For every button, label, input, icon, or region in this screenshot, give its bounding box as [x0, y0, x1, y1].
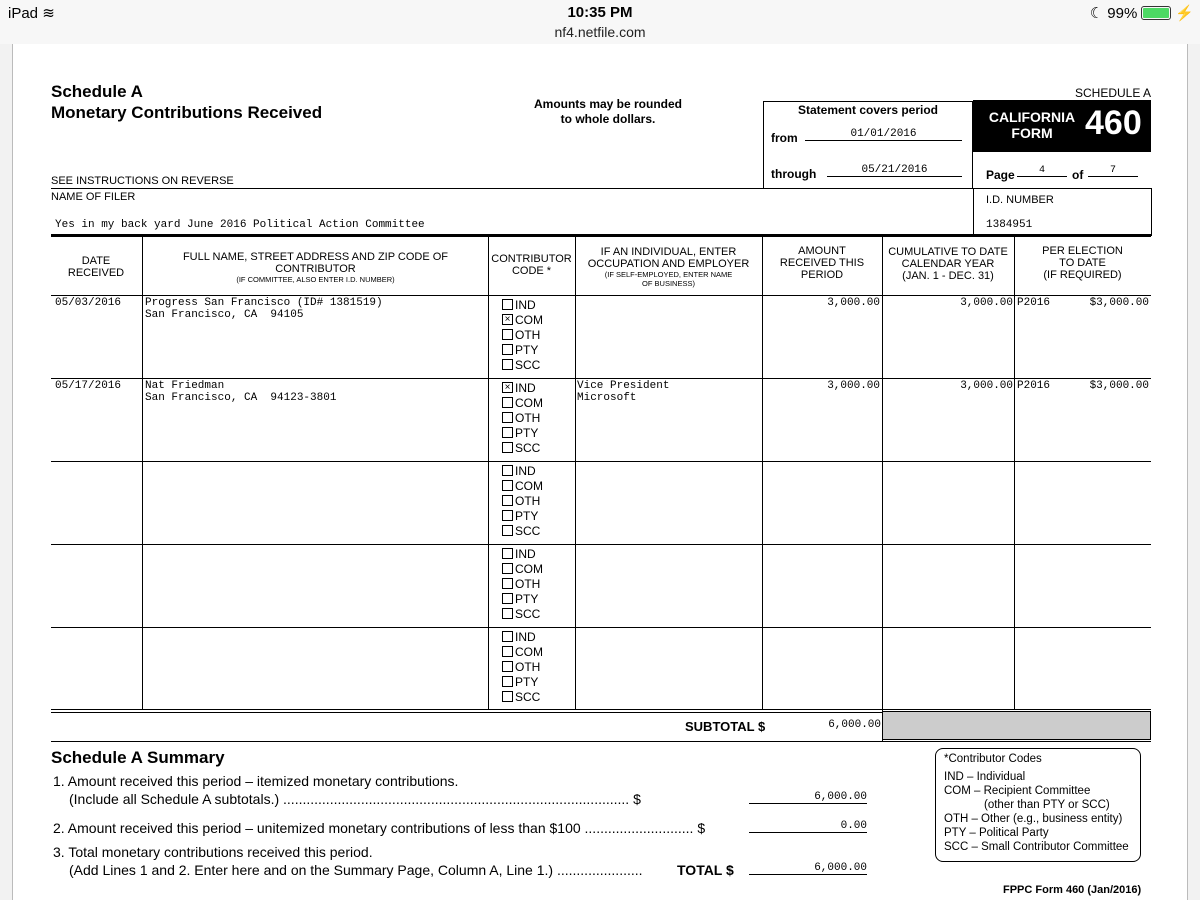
table-row	[51, 544, 1151, 627]
row-occupation[interactable]: Vice President	[577, 380, 670, 392]
codes-title: *Contributor Codes	[944, 753, 1042, 765]
col-cumulative: CUMULATIVE TO DATE CALENDAR YEAR (JAN. 1 - DEC. 31)	[888, 246, 1008, 282]
subtotal-value[interactable]: 6,000.00	[828, 719, 881, 731]
code-option-pty	[502, 342, 572, 357]
code-option-ind	[502, 546, 572, 561]
code-option-com	[502, 644, 572, 659]
code-option-oth	[502, 576, 572, 591]
summary-title: Schedule A Summary	[51, 748, 225, 767]
code-option-oth	[502, 327, 572, 342]
checkbox-com[interactable]	[502, 397, 513, 408]
code-oth: OTH – Other (e.g., business entity)	[944, 813, 1123, 825]
code-label: IND	[515, 546, 536, 561]
charging-icon: ⚡	[1175, 5, 1194, 22]
row-per-election[interactable]: $3,000.00	[1089, 297, 1149, 309]
code-label: OTH	[515, 410, 541, 425]
form-number: 460	[1085, 104, 1142, 142]
col-date-received: DATE RECEIVED	[67, 255, 125, 279]
row-cumulative[interactable]: 3,000.00	[960, 297, 1013, 309]
row-per-election[interactable]: $3,000.00	[1089, 380, 1149, 392]
row-contributor-address[interactable]: San Francisco, CA 94105	[145, 309, 304, 321]
checkbox-pty[interactable]	[502, 510, 513, 521]
checkbox-com[interactable]	[502, 480, 513, 491]
code-label: PTY	[515, 342, 539, 357]
row-contributor-name[interactable]: Nat Friedman	[145, 380, 225, 392]
checkbox-ind[interactable]	[502, 631, 513, 642]
code-label: COM	[515, 478, 543, 493]
code-label: IND	[515, 629, 536, 644]
code-option-com	[502, 561, 572, 576]
checkbox-ind[interactable]: ×	[502, 382, 513, 393]
checkbox-pty[interactable]	[502, 427, 513, 438]
code-label: IND	[515, 297, 536, 312]
code-option-oth	[502, 659, 572, 674]
col-contributor-code: CONTRIBUTOR CODE *	[491, 253, 572, 277]
battery-icon	[1141, 6, 1171, 20]
code-label: OTH	[515, 327, 541, 342]
schedule-a-label: SCHEDULE A	[1075, 86, 1152, 100]
code-option-com	[502, 395, 572, 410]
contributor-code-checkboxes	[502, 629, 572, 704]
contributor-codes-box	[935, 748, 1141, 862]
checkbox-oth[interactable]	[502, 661, 513, 672]
code-label: PTY	[515, 674, 539, 689]
from-date[interactable]: 01/01/2016	[805, 128, 962, 141]
checkbox-oth[interactable]	[502, 578, 513, 589]
code-com-note: (other than PTY or SCC)	[984, 799, 1110, 811]
code-option-scc	[502, 440, 572, 455]
rounding-note: Amounts may be rounded to whole dollars.	[533, 97, 682, 126]
code-label: PTY	[515, 508, 539, 523]
total-label: TOTAL $	[677, 862, 734, 878]
status-bar	[0, 0, 1200, 44]
checkbox-scc[interactable]	[502, 525, 513, 536]
checkbox-oth[interactable]	[502, 495, 513, 506]
row-amount[interactable]: 3,000.00	[827, 297, 880, 309]
row-date[interactable]: 05/03/2016	[55, 297, 122, 309]
checkbox-pty[interactable]	[502, 676, 513, 687]
row-contributor-address[interactable]: San Francisco, CA 94123-3801	[145, 392, 337, 404]
code-com: COM – Recipient Committee	[944, 785, 1091, 797]
checkbox-ind[interactable]	[502, 299, 513, 310]
code-option-scc	[502, 523, 572, 538]
clock: 10:35 PM	[567, 4, 633, 21]
summary-line1-note: (Include all Schedule A subtotals.) ......................................................................................... $	[69, 791, 641, 807]
summary-line2-value[interactable]: 0.00	[749, 820, 867, 833]
code-option-ind	[502, 297, 572, 312]
row-contributor-name[interactable]: Progress San Francisco (ID# 1381519)	[145, 297, 383, 309]
page-total: 7	[1088, 165, 1138, 177]
battery-status	[1090, 4, 1194, 22]
id-number[interactable]: 1384951	[986, 219, 1033, 231]
code-label: SCC	[515, 689, 541, 704]
code-option-pty	[502, 674, 572, 689]
schedule-subtitle: Monetary Contributions Received	[51, 103, 323, 122]
code-option-oth	[502, 410, 572, 425]
code-label: IND	[515, 380, 536, 395]
col-amount: AMOUNT RECEIVED THIS PERIOD	[779, 245, 865, 281]
filer-name[interactable]: Yes in my back yard June 2016 Political Action Committee	[55, 219, 425, 231]
wifi-icon: ≋	[42, 5, 55, 22]
carrier-label: iPad ≋	[8, 5, 55, 22]
row-employer[interactable]: Microsoft	[577, 392, 637, 404]
name-of-filer-label: NAME OF FILER	[51, 191, 136, 203]
summary-line3: 3. Total monetary contributions received this period.	[53, 844, 373, 860]
page-label: Page	[986, 168, 1015, 182]
code-label: COM	[515, 561, 543, 576]
code-label: PTY	[515, 425, 539, 440]
code-label: OTH	[515, 659, 541, 674]
checkbox-pty[interactable]	[502, 344, 513, 355]
page-number: 4	[1017, 165, 1067, 177]
summary-line3-note: (Add Lines 1 and 2. Enter here and on the Summary Page, Column A, Line 1.) ......................	[69, 862, 643, 878]
code-label: COM	[515, 312, 543, 327]
form-footer: FPPC Form 460 (Jan/2016)	[1003, 884, 1142, 896]
checkbox-oth[interactable]	[502, 329, 513, 340]
code-option-pty	[502, 591, 572, 606]
contributor-code-checkboxes	[502, 297, 572, 372]
checkbox-oth[interactable]	[502, 412, 513, 423]
summary-total-value[interactable]: 6,000.00	[749, 862, 867, 875]
california-form-badge: CALIFORNIA FORM 460	[973, 100, 1151, 152]
checkbox-pty[interactable]	[502, 593, 513, 604]
code-label: IND	[515, 463, 536, 478]
code-option-com	[502, 312, 572, 327]
summary-line1-value[interactable]: 6,000.00	[749, 791, 867, 804]
contributor-code-checkboxes	[502, 380, 572, 455]
checkbox-com[interactable]	[502, 646, 513, 657]
code-label: OTH	[515, 576, 541, 591]
col-contributor-name: FULL NAME, STREET ADDRESS AND ZIP CODE OF CONTRIBUTOR (IF COMMITTEE, ALSO ENTER I.D. NUMBER)	[182, 251, 449, 284]
row-election[interactable]: P2016	[1017, 380, 1051, 392]
row-election[interactable]: P2016	[1017, 297, 1051, 309]
code-option-pty	[502, 425, 572, 440]
summary-line1: 1. Amount received this period – itemized monetary contributions.	[53, 773, 459, 789]
through-label: through	[771, 167, 817, 181]
from-label: from	[771, 131, 798, 145]
code-label: COM	[515, 644, 543, 659]
table-row	[51, 627, 1151, 710]
code-option-scc	[502, 606, 572, 621]
subtotal-label: SUBTOTAL $	[685, 719, 766, 734]
id-number-label: I.D. NUMBER	[986, 194, 1054, 206]
checkbox-scc[interactable]	[502, 442, 513, 453]
code-label: COM	[515, 395, 543, 410]
code-label: SCC	[515, 523, 541, 538]
summary-line2: 2. Amount received this period – unitemized monetary contributions of less than $100 ............................ $	[53, 820, 706, 836]
checkbox-com[interactable]: ×	[502, 314, 513, 325]
code-option-com	[502, 478, 572, 493]
code-option-ind	[502, 380, 572, 395]
col-occupation: IF AN INDIVIDUAL, ENTER OCCUPATION AND EMPLOYER (IF SELF-EMPLOYED, ENTER NAME OF BUSINESS)	[587, 246, 750, 288]
url-bar[interactable]: nf4.netfile.com	[554, 24, 646, 40]
checkbox-scc[interactable]	[502, 691, 513, 702]
through-date[interactable]: 05/21/2016	[827, 164, 962, 177]
code-option-scc	[502, 689, 572, 704]
checkbox-ind[interactable]	[502, 548, 513, 559]
of-label: of	[1072, 168, 1084, 182]
code-pty: PTY – Political Party	[944, 827, 1049, 839]
contributor-code-checkboxes	[502, 463, 572, 538]
code-ind: IND – Individual	[944, 771, 1026, 783]
battery-percent: 99%	[1107, 4, 1138, 22]
contributor-code-checkboxes	[502, 546, 572, 621]
see-instructions: SEE INSTRUCTIONS ON REVERSE	[51, 175, 234, 187]
code-option-pty	[502, 508, 572, 523]
code-option-ind	[502, 629, 572, 644]
code-option-ind	[502, 463, 572, 478]
code-label: PTY	[515, 591, 539, 606]
schedule-title: Schedule A	[51, 82, 143, 101]
code-label: SCC	[515, 357, 541, 372]
subtotal-shaded-area	[882, 711, 1151, 740]
row-date[interactable]: 05/17/2016	[55, 380, 122, 392]
code-option-scc	[502, 357, 572, 372]
moon-icon: ☾	[1089, 5, 1104, 22]
checkbox-ind[interactable]	[502, 465, 513, 476]
row-cumulative[interactable]: 3,000.00	[960, 380, 1013, 392]
checkbox-scc[interactable]	[502, 359, 513, 370]
table-row	[51, 461, 1151, 544]
statement-period-label: Statement covers period	[797, 103, 939, 117]
checkbox-scc[interactable]	[502, 608, 513, 619]
code-label: SCC	[515, 606, 541, 621]
code-scc: SCC – Small Contributor Committee	[944, 841, 1129, 853]
code-option-oth	[502, 493, 572, 508]
row-amount[interactable]: 3,000.00	[827, 380, 880, 392]
checkbox-com[interactable]	[502, 563, 513, 574]
col-per-election: PER ELECTION TO DATE (IF REQUIRED)	[1042, 245, 1123, 281]
form-page	[12, 44, 1188, 900]
code-label: SCC	[515, 440, 541, 455]
code-label: OTH	[515, 493, 541, 508]
